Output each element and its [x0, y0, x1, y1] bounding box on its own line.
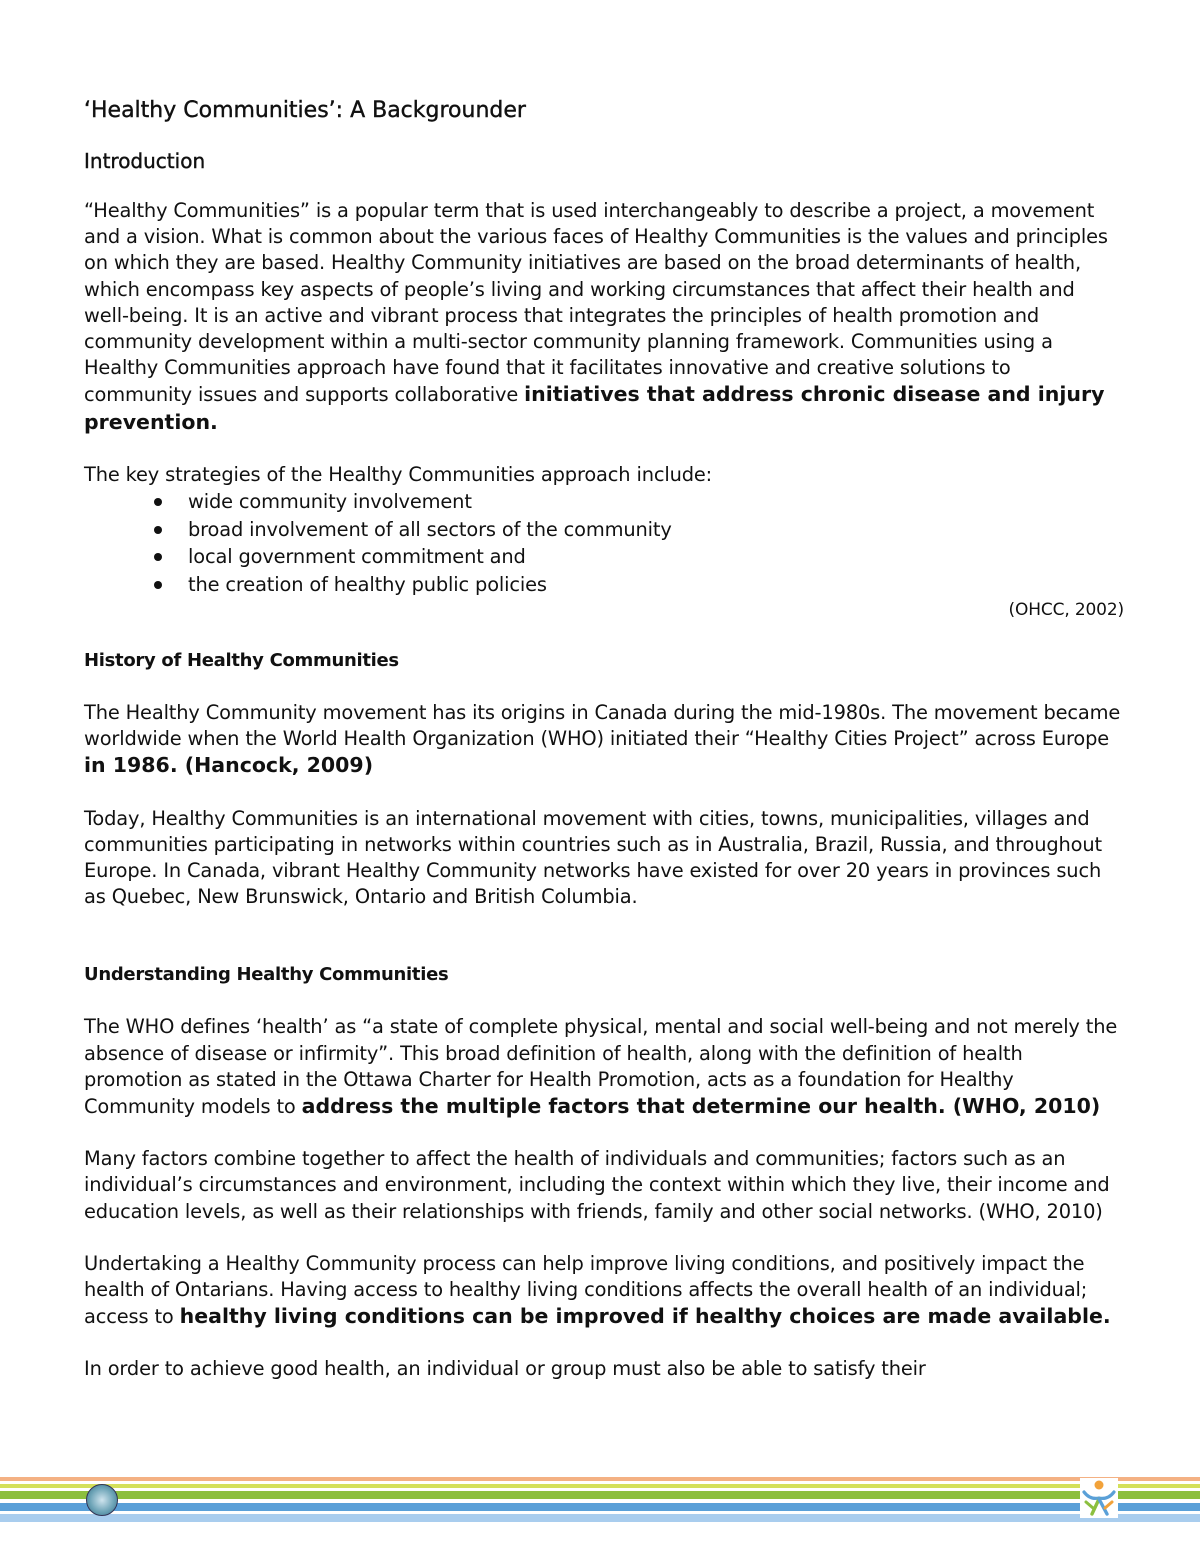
- intro-paragraph-emphasis: initiatives that address chronic disease and injury prevention.: [84, 382, 1105, 434]
- list-item: the creation of healthy public policies: [188, 571, 1124, 599]
- footer-stripes: [0, 1474, 1200, 1553]
- healthy-communities-figure-icon: [1080, 1478, 1118, 1518]
- strategies-intro: The key strategies of the Healthy Communities approach include:: [84, 462, 713, 486]
- section-heading-history: History of Healthy Communities: [84, 650, 399, 672]
- understanding-paragraph-3: [84, 1251, 1124, 1331]
- globe-seal-icon: [86, 1484, 118, 1516]
- understanding-paragraph-1-text: The WHO defines ‘health’ as “a state of complete physical, mental and social well-being and not merely the absence of disease or infirmity”. This broad definition of health, along with the definition of health promotion as stated in the Ottawa Charter for Health Promotion, acts as a foundation for Healthy Community models to: [84, 1015, 1118, 1119]
- understanding-paragraph-1: [84, 1014, 1124, 1120]
- understanding-paragraph-4: In order to achieve good health, an individual or group must also be able to satisfy their: [84, 1357, 926, 1381]
- understanding-paragraph-1-emphasis: address the multiple factors that determine our health. (WHO, 2010): [301, 1094, 1101, 1119]
- list-item: wide community involvement: [188, 488, 1124, 516]
- footer-stripe-yellow: [0, 1484, 1200, 1488]
- list-item: broad involvement of all sectors of the community: [188, 516, 1124, 544]
- document-title: ‘Healthy Communities’: A Backgrounder: [84, 98, 526, 123]
- history-paragraph-1-emphasis: in 1986. (Hancock, 2009): [84, 753, 374, 778]
- understanding-paragraph-2: Many factors combine together to affect the health of individuals and communities; factors such as an individual’s circumstances and environment, including the context within which they live, their income and education levels, as well as their relationships with friends, family and other social networks. (WHO, 2010): [84, 1147, 1110, 1223]
- intro-paragraph-text: “Healthy Communities” is a popular term that is used interchangeably to describe a project, a movement and a vision. What is common about the various faces of Healthy Communities is the values and principles on which they are based. Healthy Community initiatives are based on the broad determinants of health, which encompass key aspects of people’s living and working circumstances that affect their health and well-being. It is an active and vibrant process that integrates the principles of health promotion and community development within a multi-sector community planning framework. Communities using a Healthy Communities approach have found that it facilitates innovative and creative solutions to community issues and supports collaborative: [84, 199, 1108, 407]
- understanding-paragraph-3-text: Undertaking a Healthy Community process can help improve living conditions, and positively impact the health of Ontarians. Having access to healthy living conditions affects the overall health of an individual; access to: [84, 1251, 1088, 1329]
- history-paragraph-1: [84, 700, 1124, 780]
- history-paragraph-1-text: The Healthy Community movement has its origins in Canada during the mid-1980s. The movement became worldwide when the World Health Organization (WHO) initiated their “Healthy Cities Project” across Europe: [84, 701, 1121, 751]
- footer-stripe-light-blue: [0, 1514, 1200, 1522]
- strategies-list: [84, 488, 1124, 598]
- understanding-paragraph-3-emphasis: healthy living conditions can be improved if healthy choices are made available.: [179, 1304, 1111, 1329]
- footer-stripe-blue: [0, 1503, 1200, 1511]
- footer-stripe-orange: [0, 1477, 1200, 1481]
- history-paragraph-2: Today, Healthy Communities is an international movement with cities, towns, municipalities, villages and communities participating in networks within countries such as in Australia, Brazil, Russia, and throughout Europe. In Canada, vibrant Healthy Community networks have existed for over 20 years in provinces such as Quebec, New Brunswick, Ontario and British Columbia.: [84, 806, 1102, 909]
- section-heading-introduction: Introduction: [84, 149, 206, 173]
- strategies-citation: (OHCC, 2002): [1008, 600, 1124, 621]
- document-page: [84, 96, 1124, 1383]
- intro-paragraph: [84, 198, 1124, 436]
- list-item: local government commitment and: [188, 543, 1124, 571]
- footer-stripe-green: [0, 1491, 1200, 1499]
- section-heading-understanding: Understanding Healthy Communities: [84, 964, 449, 986]
